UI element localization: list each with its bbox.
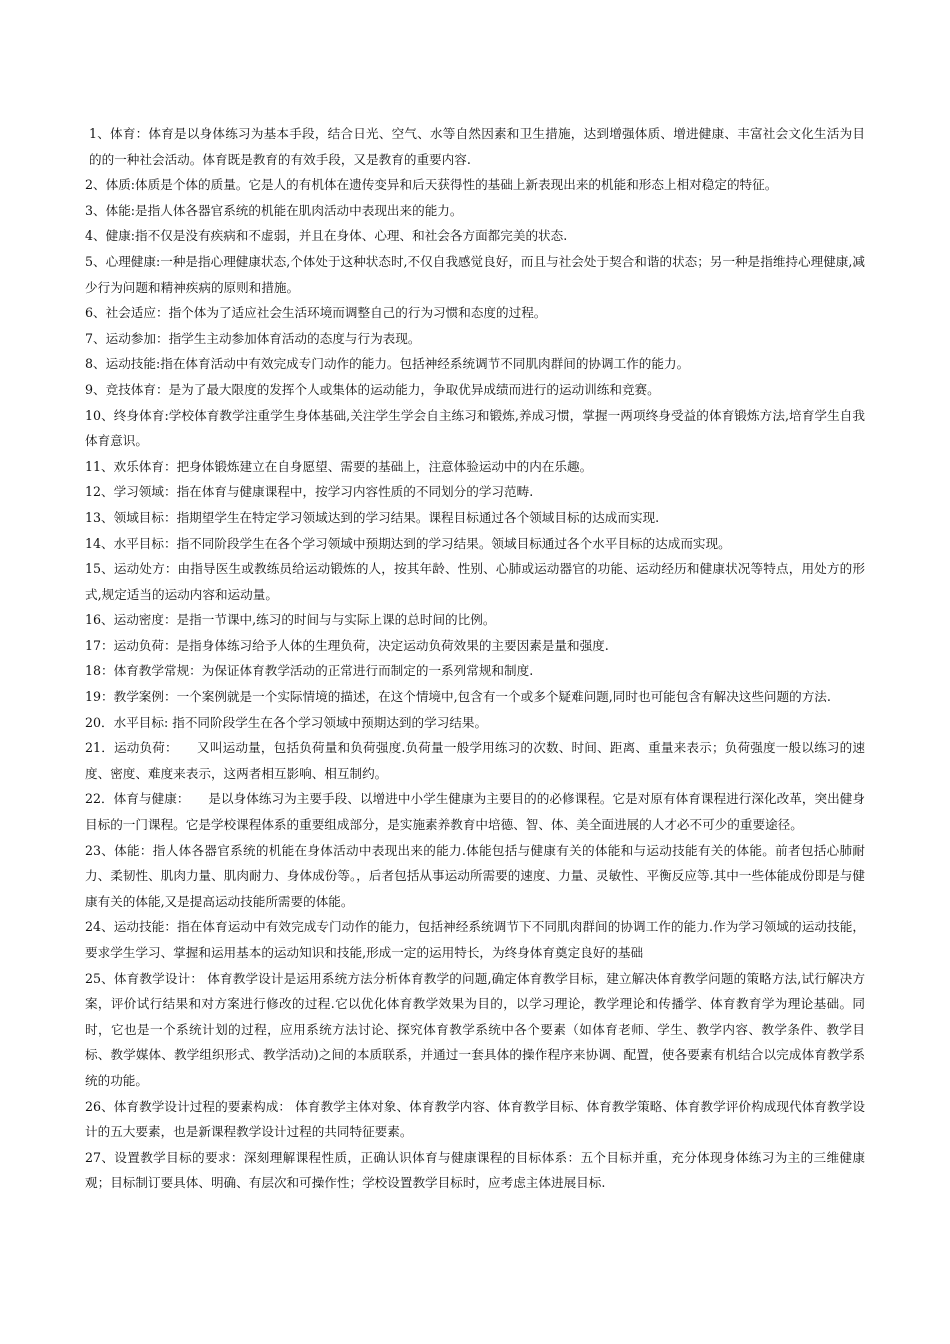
paragraph-1: 1、体育：体育是以身体练习为基本手段，结合日光、空气、水等自然因素和卫生措施，达到增强体质、增进健康、丰富社会文化生活为目的的一种社会活动。体育既是教育的有效手段，又是教育的重要内容.	[89, 126, 865, 167]
paragraph-27: 27、设置教学目标的要求：深刻理解课程性质，正确认识体育与健康课程的目标体系：五个目标并重，充分体现身体练习为主的三维健康观；目标制订要具体、明确、有层次和可操作性；学校设置教学目标时，应考虑主体进展目标.	[85, 1149, 865, 1191]
paragraph-11: 11、欢乐体育：把身体锻炼建立在自身愿望、需要的基础上，注意体验运动中的内在乐趣。	[85, 458, 593, 474]
paragraph-13: 13、领域目标：指期望学生在特定学习领域达到的学习结果。课程目标通过各个领域目标的达成而实现.	[85, 509, 660, 525]
paragraph-5: 5、心理健康:一种是指心理健康状态,个体处于这种状态时,不仅自我感觉良好，而且与社会处于契合和谐的状态；另一种是指维持心理健康,减少行为问题和精神疾病的原则和措施。	[85, 253, 865, 295]
paragraph-12: 12、学习领域：指在体育与健康课程中，按学习内容性质的不同划分的学习范畴.	[85, 484, 534, 500]
paragraph-19: 19：教学案例：一个案例就是一个实际情境的描述，在这个情境中,包含有一个或多个疑难问题,同时也可能包含有解决这些问题的方法.	[85, 689, 831, 705]
document-body	[85, 121, 865, 1196]
paragraph-4: 4、健康:指不仅是没有疾病和不虚弱，并且在身体、心理、和社会各方面都完美的状态.	[85, 228, 568, 244]
paragraph-24: 24、运动技能：指在体育运动中有效完成专门动作的能力，包括神经系统调节下不同肌肉群间的协调工作的能力.作为学习领域的运动技能，要求学生学习、掌握和运用基本的运动知识和技能,形成一定的运用特长，为终身体育奠定良好的基础	[85, 919, 865, 960]
paragraph-8: 8、运动技能:指在体育活动中有效完成专门动作的能力。包括神经系统调节不同肌肉群间的协调工作的能力。	[85, 356, 690, 372]
paragraph-7: 7、运动参加：指学生主动参加体育活动的态度与行为表现。	[85, 330, 421, 346]
paragraph-23: 23、体能：指人体各器官系统的机能在身体活动中表现出来的能力.体能包括与健康有关的体能和与运动技能有关的体能。前者包括心肺耐力、柔韧性、肌肉力量、肌肉耐力、身体成份等。，后者包括从事运动所需要的速度、力量、灵敏性、平衡反应等.其中一些体能成份即是与健康有关的体能,又是提高运动技能所需要的体能。	[85, 842, 865, 909]
paragraph-26: 26、体育教学设计过程的要素构成： 体育教学主体对象、体育教学内容、体育教学目标、体育教学策略、体育教学评价构成现代体育教学设计的五大要素，也是新课程教学设计过程的共同特征要素。	[85, 1098, 865, 1140]
paragraph-16: 16、运动密度：是指一节课中,练习的时间与与实际上课的总时间的比例。	[85, 612, 496, 628]
paragraph-14: 14、水平目标：指不同阶段学生在各个学习领域中预期达到的学习结果。领域目标通过各个水平目标的达成而实现。	[85, 535, 731, 551]
paragraph-18: 18：体育教学常规：为保证体育教学活动的正常进行而制定的一系列常规和制度.	[85, 663, 534, 679]
paragraph-15: 15、运动处方：由指导医生或教练员给运动锻炼的人，按其年龄、性别、心肺或运动器官的功能、运动经历和健康状况等特点，用处方的形式,规定适当的运动内容和运动量。	[85, 561, 865, 602]
paragraph-10: 10、终身体育:学校体育教学注重学生身体基础,关注学生学会自主练习和锻炼,养成习惯，掌握一两项终身受益的体育锻炼方法,培育学生自我体育意识。	[85, 407, 865, 449]
paragraph-2: 2、体质:体质是个体的质量。它是人的有机体在遗传变异和后天获得性的基础上新表现出来的机能和形态上相对稳定的特征。	[85, 177, 778, 193]
paragraph-17: 17：运动负荷：是指身体练习给予人体的生理负荷，决定运动负荷效果的主要因素是量和强度.	[85, 637, 609, 653]
paragraph-20: 20．水平目标: 指不同阶段学生在各个学习领域中预期达到的学习结果。	[85, 714, 488, 730]
paragraph-6: 6、社会适应：指个体为了适应社会生活环境而调整自己的行为习惯和态度的过程。	[85, 305, 547, 321]
paragraph-21: 21．运动负荷： 又叫运动量，包括负荷量和负荷强度.负荷量一般学用练习的次数、时间、距离、重量来表示；负荷强度一般以练习的速度、密度、难度来表示，这两者相互影响、相互制约。	[85, 740, 865, 781]
paragraph-3: 3、体能:是指人体各器官系统的机能在肌肉活动中表现出来的能力。	[85, 202, 463, 218]
paragraph-22: 22．体育与健康： 是以身体练习为主要手段、以增进中小学生健康为主要目的的必修课程。它是对原有体育课程进行深化改革，突出健身目标的一门课程。它是学校课程体系的重要组成部分，是实施素养教育中培德、智、体、美全面进展的人才必不可少的重要途径。	[85, 791, 865, 833]
paragraph-25: 25、体育教学设计： 体育教学设计是运用系统方法分析体育教学的问题,确定体育教学目标，建立解决体育教学问题的策略方法,试行解决方案，评价试行结果和对方案进行修改的过程.它以优化体育教学效果为目的，以学习理论，教学理论和传播学、体育教育学为理论基础。同时，它也是一个系统计划的过程，应用系统方法讨论、探究体育教学系统中各个要素（如体育老师、学生、教学内容、教学条件、教学目标、教学媒体、教学组织形式、教学活动)之间的本质联系，并通过一套具体的操作程序来协调、配置，使各要素有机结合以完成体育教学系统的功能。	[85, 970, 865, 1088]
paragraph-9: 9、竞技体育：是为了最大限度的发挥个人或集体的运动能力，争取优异成绩而进行的运动训练和竞赛。	[85, 381, 660, 397]
